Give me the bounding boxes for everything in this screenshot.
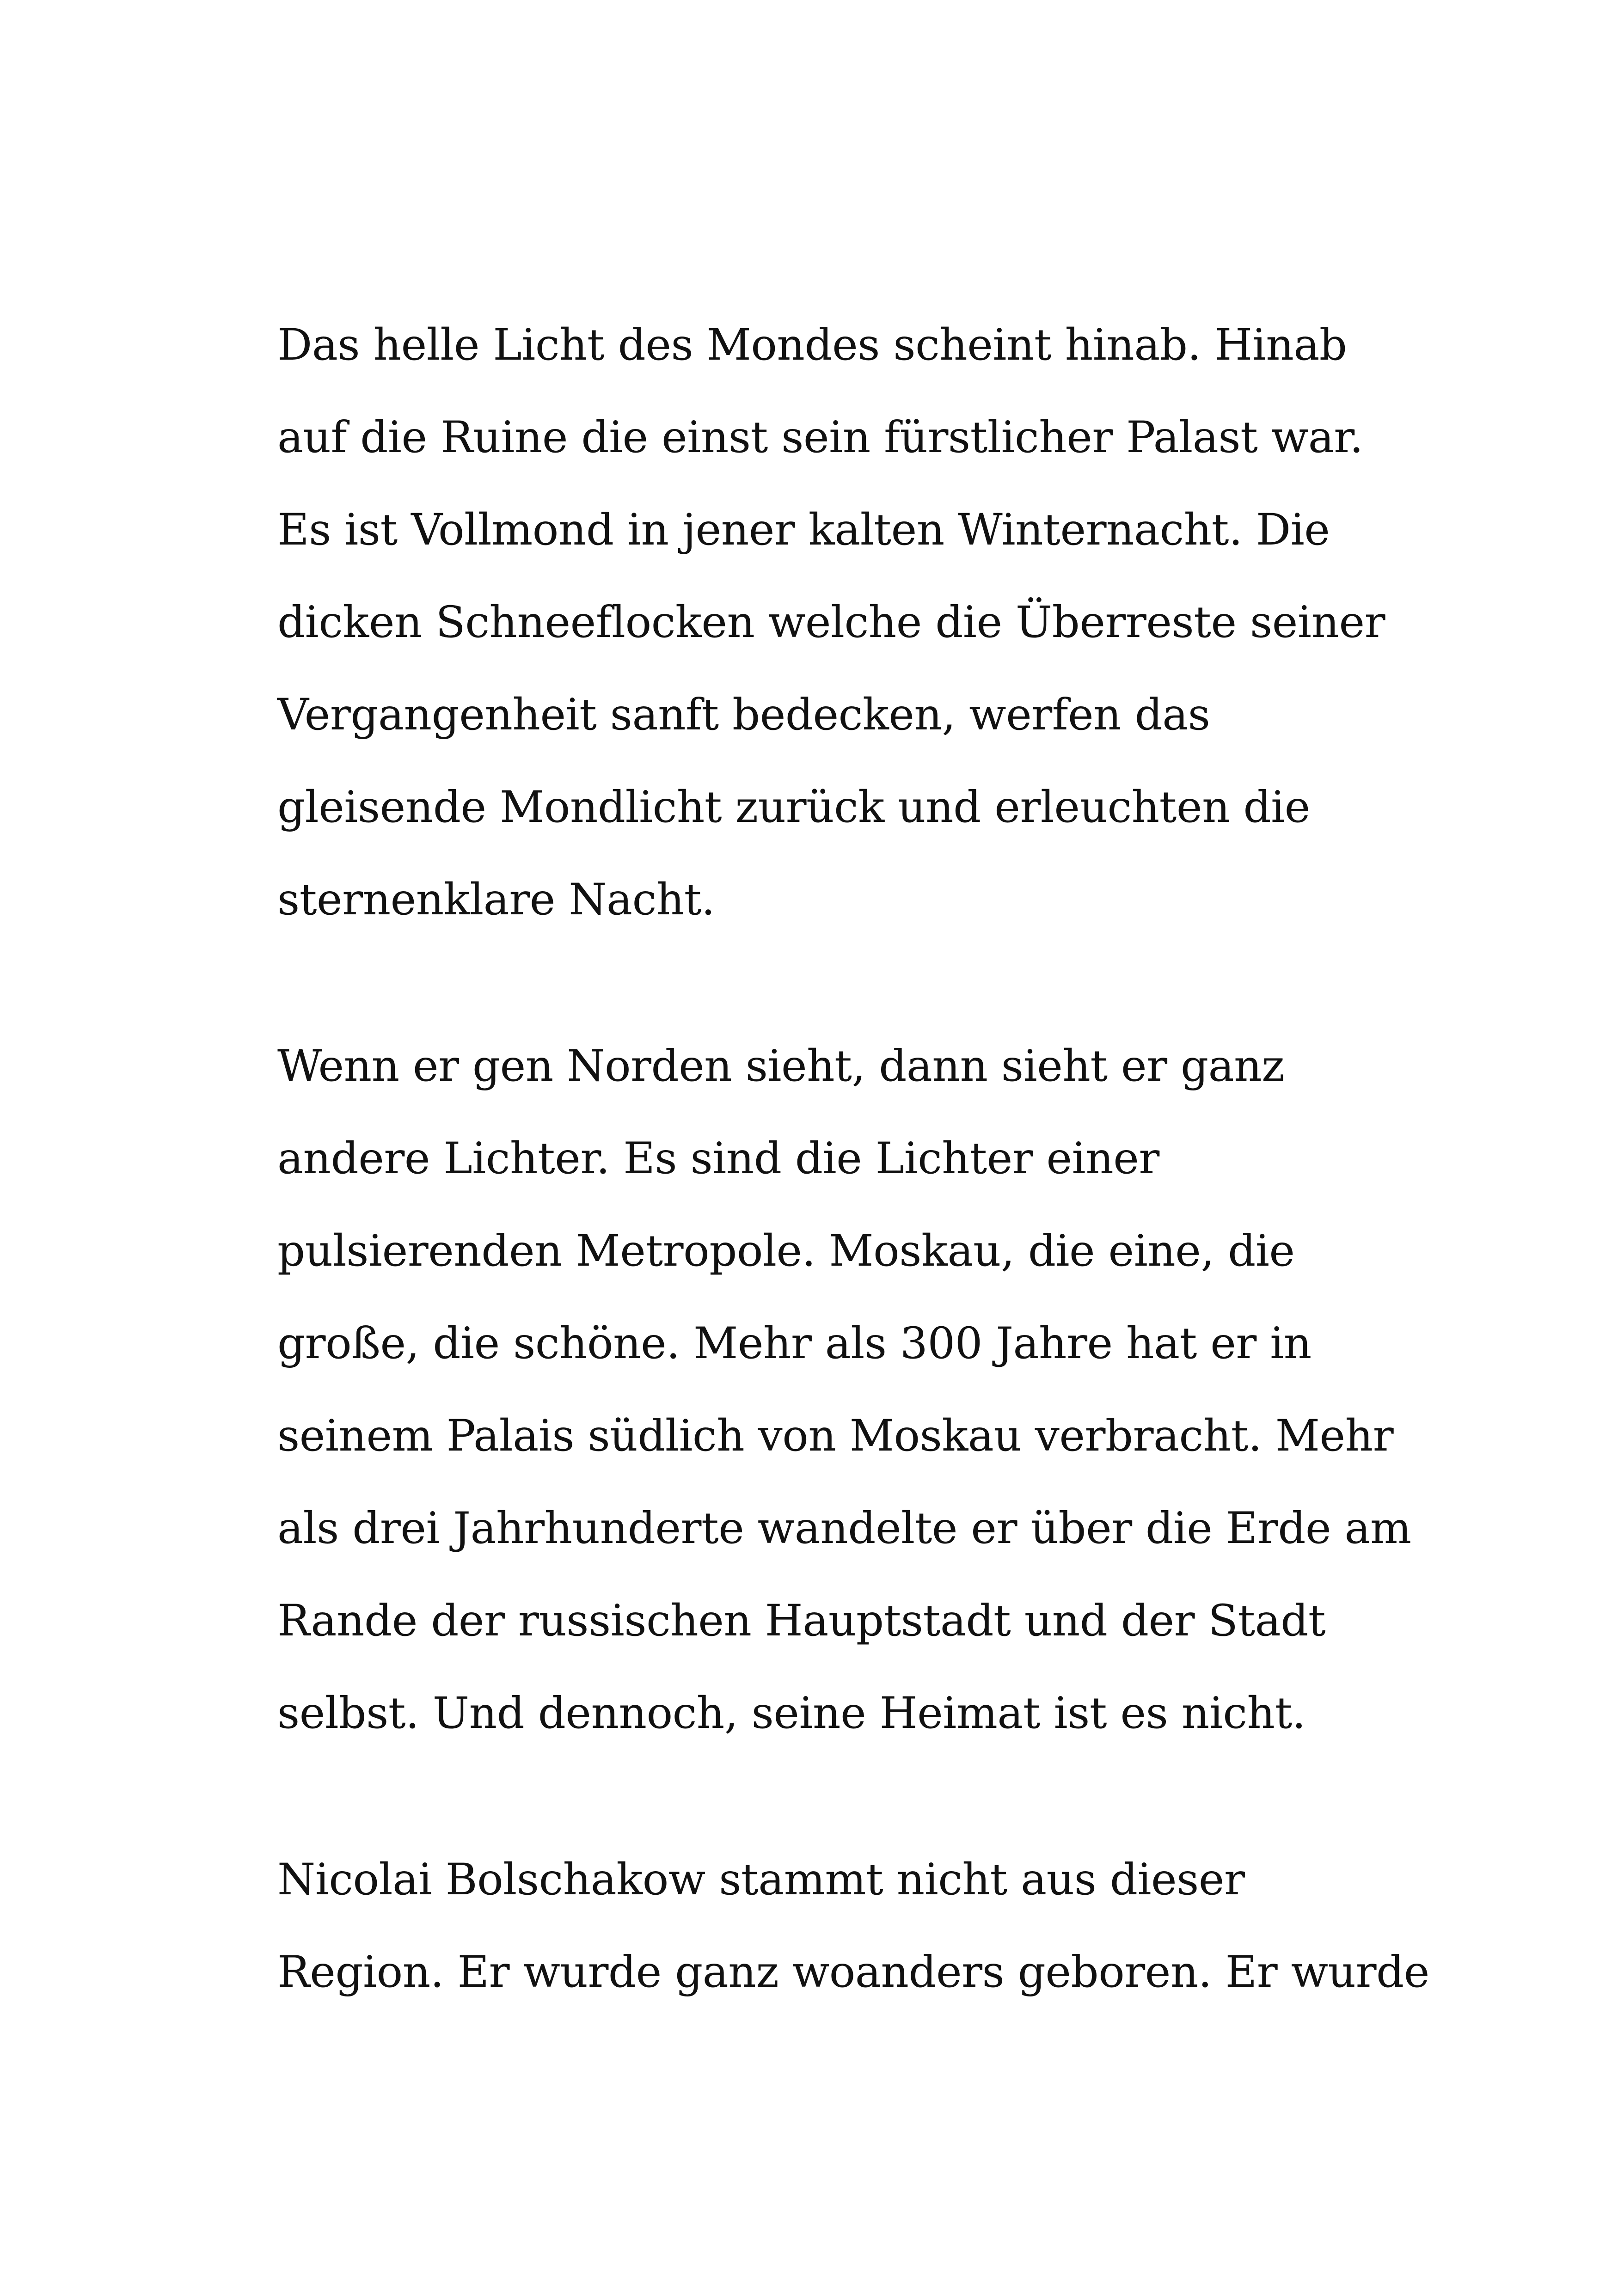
text-line: sternenklare Nacht. bbox=[277, 875, 715, 925]
text-line: andere Lichter. Es sind die Lichter einer bbox=[277, 1133, 1159, 1184]
text-line: selbst. Und dennoch, seine Heimat ist es nicht. bbox=[277, 1688, 1306, 1739]
text-line: Vergangenheit sanft bedecken, werfen das bbox=[277, 690, 1210, 740]
text-line: Region. Er wurde ganz woanders geboren. Er wurde bbox=[277, 1947, 1429, 1997]
text-line: Nicolai Bolschakow stammt nicht aus dieser bbox=[277, 1855, 1245, 1905]
text-line: Das helle Licht des Mondes scheint hinab. Hinab bbox=[277, 320, 1347, 370]
text-line: große, die schöne. Mehr als 300 Jahre hat er in bbox=[277, 1318, 1312, 1369]
text-line: Wenn er gen Norden sieht, dann sieht er ganz bbox=[277, 1041, 1285, 1091]
text-line: Es ist Vollmond in jener kalten Winternacht. Die bbox=[277, 505, 1330, 555]
text-line: als drei Jahrhunderte wandelte er über die Erde am bbox=[277, 1503, 1411, 1554]
text-line: pulsierenden Metropole. Moskau, die eine, die bbox=[277, 1226, 1295, 1276]
text-line: auf die Ruine die einst sein fürstlicher Palast war. bbox=[277, 412, 1363, 463]
text-line: seinem Palais südlich von Moskau verbracht. Mehr bbox=[277, 1411, 1394, 1461]
text-line: dicken Schneeflocken welche die Überreste seiner bbox=[277, 597, 1385, 648]
text-line: Rande der russischen Hauptstadt und der Stadt bbox=[277, 1596, 1326, 1646]
text-line: gleisende Mondlicht zurück und erleuchten die bbox=[277, 782, 1310, 833]
